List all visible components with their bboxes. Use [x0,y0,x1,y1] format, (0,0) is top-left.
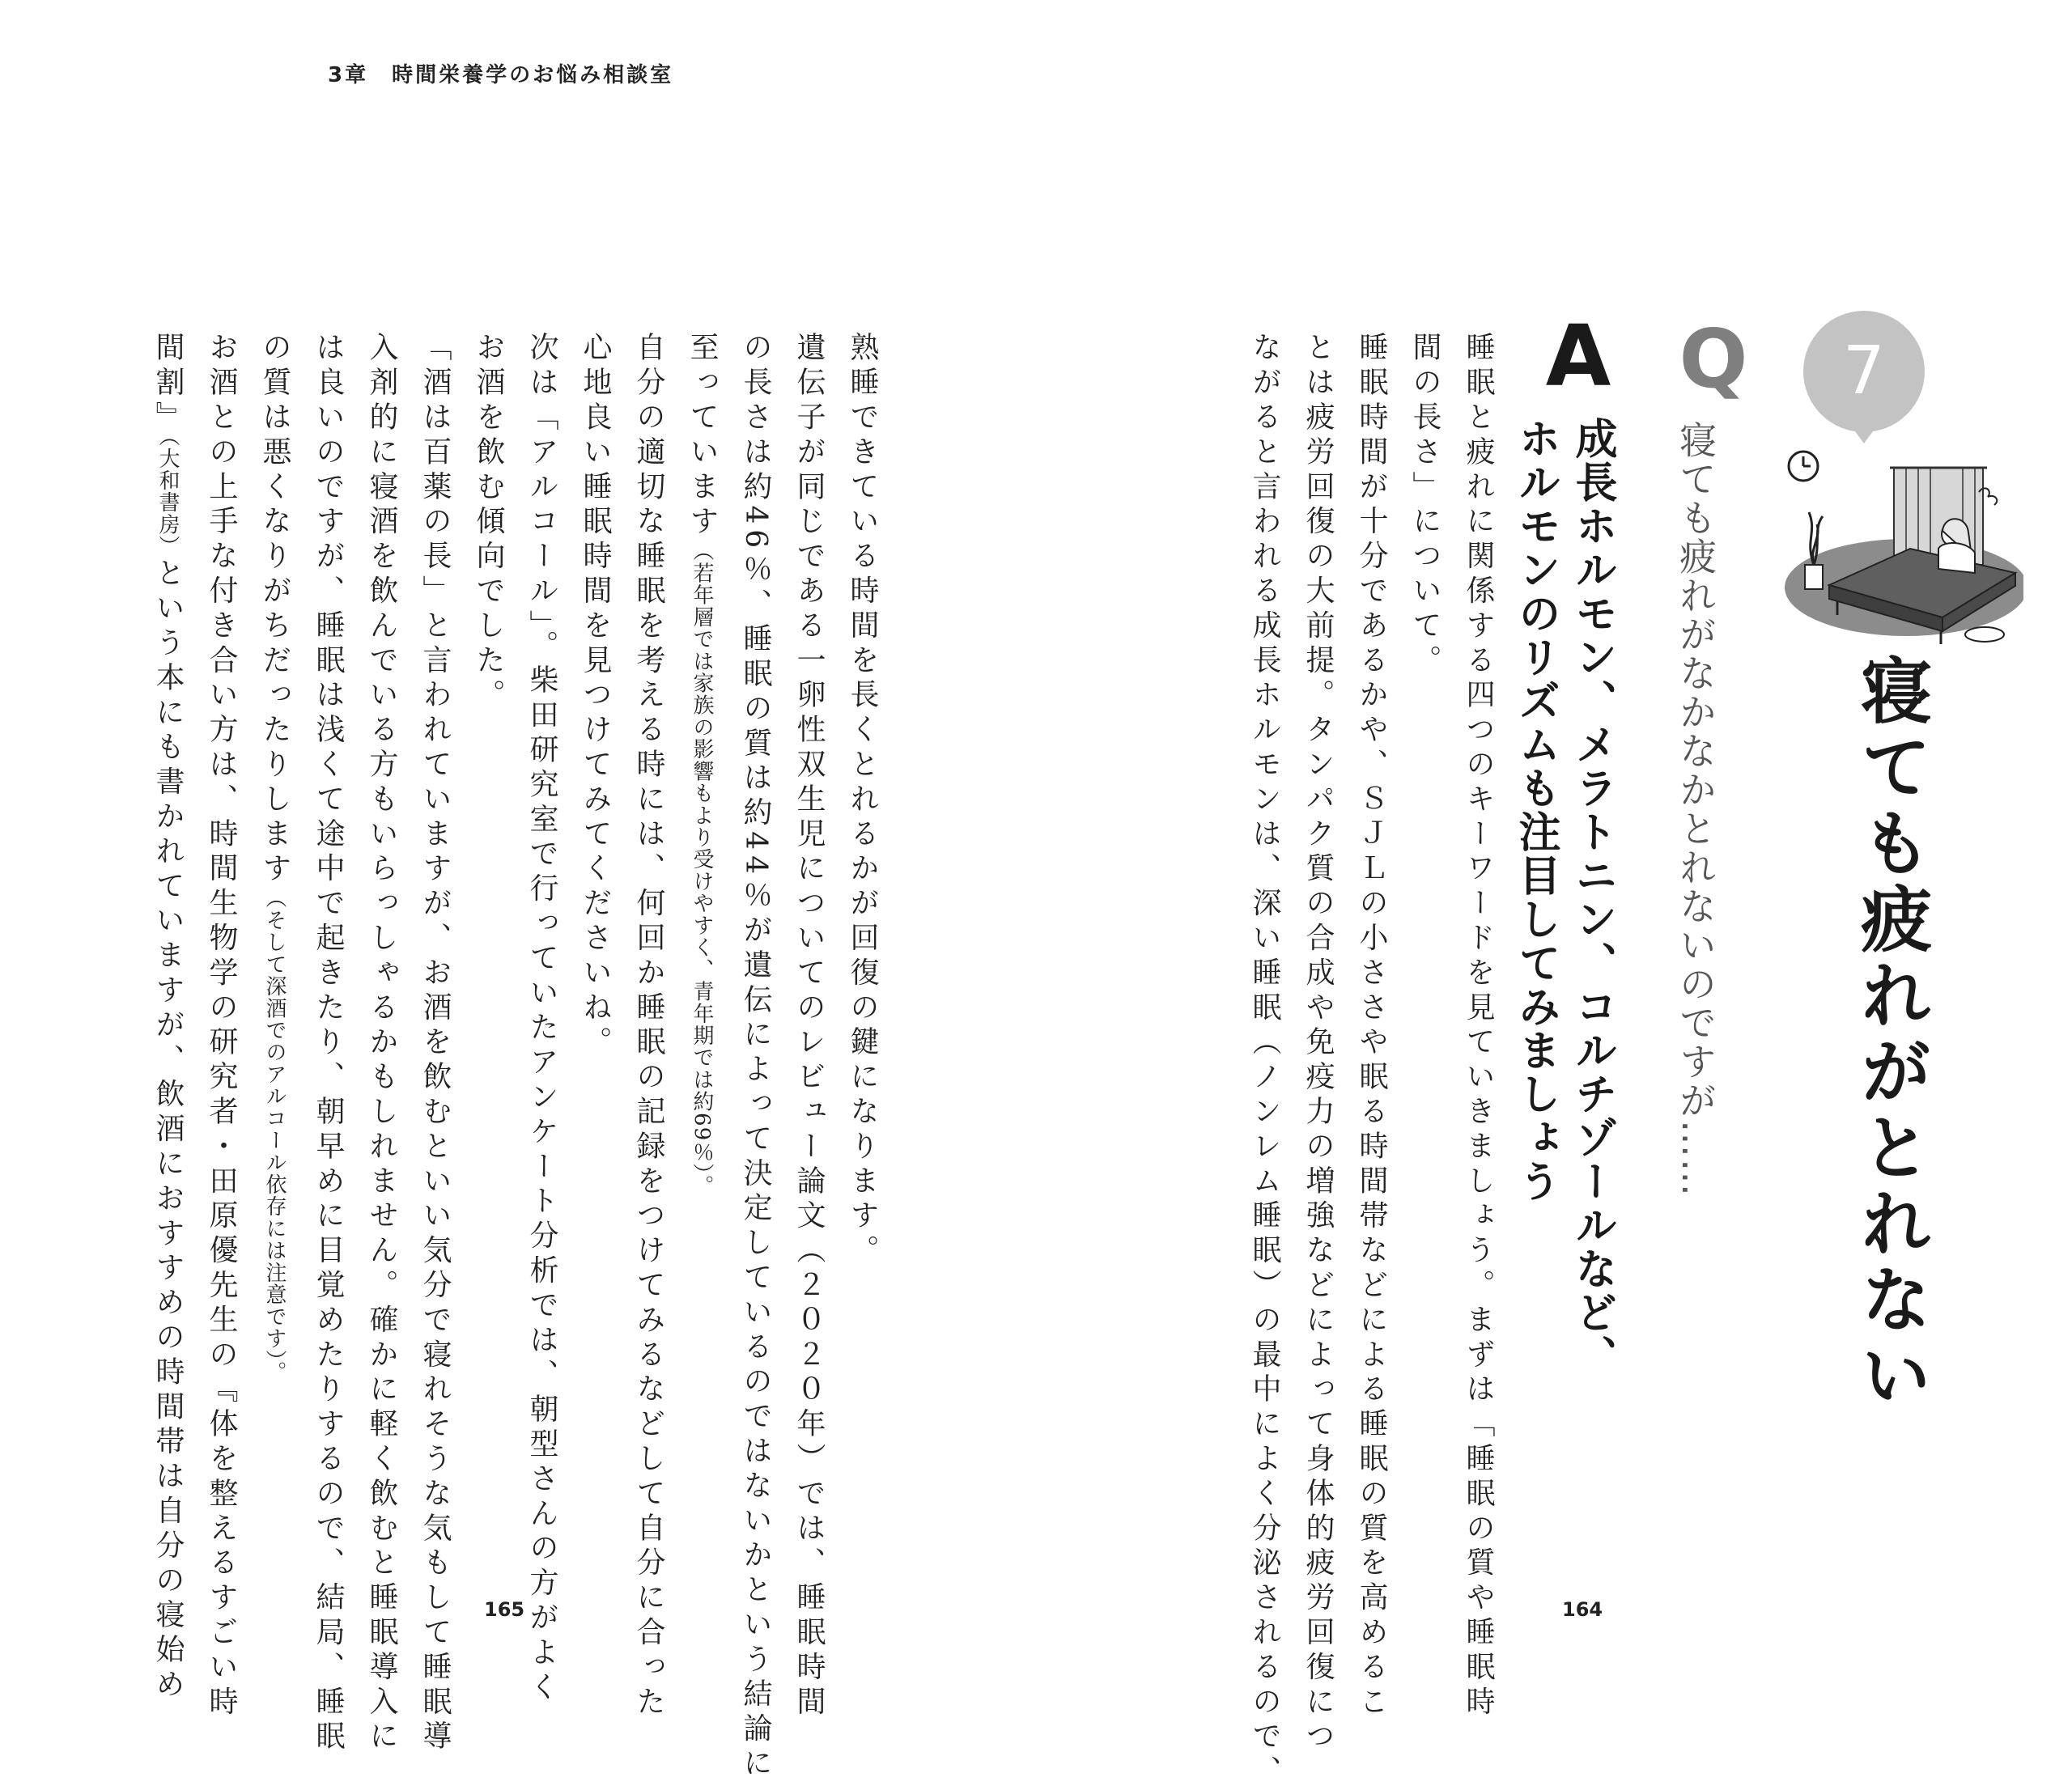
body-line: 「酒は百薬の長」と言われていますが、お酒を飲むといい気分で寝れそうな気もして睡眠導 [418,332,452,1755]
question-number-badge [1803,311,1925,432]
question-number: 7 [1842,333,1886,409]
body-line: 心地良い睡眠時間を見つけてみてくださいね。 [579,332,612,1061]
body-line [151,332,185,1703]
body-line: 睡眠時間が十分であるかや、ＳＪＬの小ささや眠る時間帯などによる睡眠の質を高めるこ [1355,332,1388,1720]
question-text: 寝ても疲れがなかなかとれないのですが…… [1674,421,1717,1198]
body-line-main: の質は悪くなりがちだったりします [258,332,291,888]
answer-text: 成長ホルモン、メラトニン、コルチゾールなど、 ホルモンのリズムも注目してみましょう [1511,417,1616,1378]
body-line: 睡眠と疲れに関係する四つのキーワードを見ていきましょう。まずは「睡眠の質や睡眠時 [1462,332,1495,1720]
body-line-note: （そして深酒でのアルコール依存には注意です）。 [262,887,287,1384]
plant-pot [1805,565,1823,589]
body-line: は良いのですが、睡眠は浅くて途中で起きたり、朝早めに目覚めたりするので、結局、睡眠 [312,332,345,1755]
body-line: とは疲労回復の大前提。タンパク質の合成や免疫力の増強などによって身体的疲労回復につ [1301,332,1335,1755]
body-line: 自分の適切な睡眠を考える時には、何回か睡眠の記録をつけてみるなどして自分に合った [632,332,665,1720]
body-line: お酒との上手な付き合い方は、時間生物学の研究者・田原優先生の『体を整えるすごい時 [205,332,238,1720]
body-line-note: （若年層では家族の影響もより受けやすく、青年期では約69％）。 [690,540,714,1198]
body-line-main: 至っています [686,332,719,541]
body-line [686,332,719,1198]
body-line-rest: という本にも書かれていますが、飲酒におすすめの時間帯は自分の寝始め [151,558,185,1703]
body-line: 入剤的に寝酒を飲んでいる方もいらっしゃるかもしれません。確かに軽く飲むと睡眠導入に [365,332,398,1755]
q-mark: Q [1679,312,1748,406]
body-line [260,332,289,1383]
a-mark: A [1545,307,1611,405]
body-line: お酒を飲む傾向でした。 [472,332,505,714]
body-line: 次は「アルコール」。柴田研究室で行っていたアンケート分析では、朝型さんの方がよく [525,332,558,1706]
sleeping-woman-illustration [1773,443,2023,646]
body-line: ながると言われる成長ホルモンは、深い睡眠（ノンレム睡眠）の最中によく分泌されるので、 [1248,332,1281,1790]
body-line: 間の長さ」について。 [1408,332,1441,679]
article-title: 寝ても疲れがとれない [1849,654,1933,1415]
body-line: 遺伝子が同じである一卵性双生児についてのレビュー論文（２０２０年）では、睡眠時間 [792,332,826,1720]
body-line: 熟睡できている時間を長くとれるかが回復の鍵になります。 [846,332,879,1270]
badge-speech-tail [1849,422,1879,443]
running-head: 3章 時間栄養学のお悩み相談室 [328,63,674,87]
page-number-right: 164 [1562,1598,1603,1621]
body-line-main: 間割』 [151,332,185,436]
body-line: の長さは約46％、睡眠の質は約44％が遺伝によって決定しているのではないかという結論に [739,332,772,1783]
page-number-left: 165 [484,1598,525,1621]
cat [1965,627,2004,642]
body-line-note: （大和書房） [155,435,180,558]
